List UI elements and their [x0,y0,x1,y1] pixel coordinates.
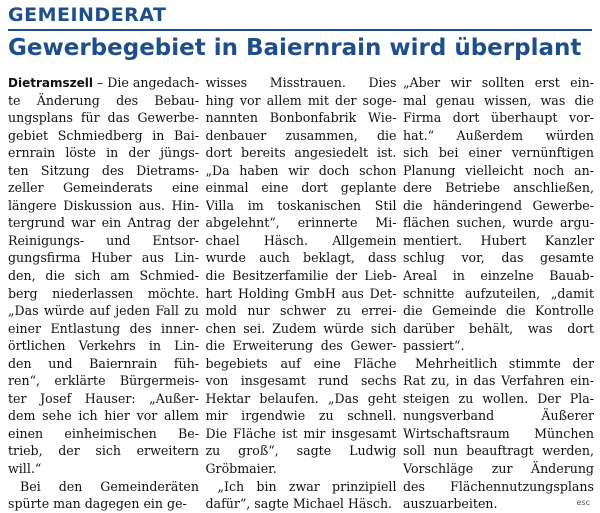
text-line: tergrund war ein Antrag der [8,215,199,231]
text-line: die Besitzerfamilie der Lieb- [205,268,397,284]
text-line: begebiets auf eine Fläche [205,355,397,371]
section-label: GEMEINDERAT [8,4,167,26]
text-line: „Ich bin zwar prinzipiell [217,478,397,494]
text-line: die Erweiterung des Gewer- [205,338,397,354]
text-line: Planung vielleicht noch an- [403,162,594,178]
text-line: soll nun beauftragt werden, [403,443,594,459]
text-line: örtlichen Verkehrs in Lin- [8,338,199,354]
text-line: chen sei. Zudem würde sich [205,320,397,336]
text-line: Rat zu, in das Verfahren ein- [403,373,594,389]
text-line: trieb, der sich erweitern [8,443,199,459]
text-line: den und Baiernrain füh- [8,355,199,371]
text-line: hat.“ Außerdem würden [403,127,594,143]
text-line: steigen zu wollen. Der Pla- [403,390,594,406]
text-line: dem sehe ich hier vor allem [8,408,199,424]
section-rule [8,29,592,31]
text-line: spürte man dagegen ein ge- [8,496,187,512]
text-line: Reinigungs- und Entsor- [8,232,199,248]
text-line: mold nur schwer zu errei- [205,303,397,319]
text-line: passiert“. [403,338,465,354]
text-line: wurde auch beklagt, dass [205,250,397,266]
article-column-2 [205,74,397,512]
text-line: mentiert. Hubert Kanzler [403,232,594,248]
text-line: Villa im toskanischen Stil [205,197,397,213]
text-line: die Gemeinde die Kontrolle [403,303,594,319]
text-line: nannten Bonbonfabrik Wie- [205,110,397,126]
text-line: denbauer zusammen, die [205,127,397,143]
text-line: Wirtschaftsraum München [403,425,594,441]
article-headline: Gewerbegebiet in Baiernrain wird überplant [8,35,582,61]
text-line: Bei den Gemeinderäten [20,478,199,494]
text-line: zu groß“, sagte Ludwig [205,443,397,459]
text-line: wisses Misstrauen. Dies [205,75,397,90]
text-line: Hektar belaufen. „Das geht [205,390,397,406]
text-line: schlug vor, das gesamte [403,250,594,266]
text-line: einmal eine dort geplante [205,180,397,196]
text-line: ungsplans für das Gewerbe- [8,110,199,126]
text-line: chael Häsch. Allgemein [205,232,397,248]
text-line: sich bei einer vernünftigen [403,145,594,161]
text-line: „Aber wir sollten erst ein- [403,75,594,90]
dateline: Dietramszell [8,76,93,90]
text-line: flächen suchen, wurde argu- [403,215,594,231]
text-line: te Änderung des Bebau- [8,92,199,108]
text-line: einer Entlastung des inner- [8,320,199,336]
text-line: Die Fläche ist mir insgesamt [205,425,397,441]
text-line: den, die sich am Schmied- [8,268,199,284]
text-line: ernrain löste in der jüngs- [8,145,199,161]
text-line: dafür“, sagte Michael Häsch. [205,496,393,512]
text-line: ten Sitzung des Dietrams- [8,162,199,178]
text-line: Mehrheitlich stimmte der [415,355,594,371]
text-line: hart Holding GmbH aus Det- [205,285,397,301]
text-line: ter Josef Hauser: „Außer- [8,390,199,406]
text-line: „Das würde auf jeden Fall zu [8,303,199,319]
text-line: auszuarbeiten. [403,496,498,512]
text-line: dort bereits angesiedelt ist. [205,145,397,161]
text-line: abgelehnt“, erinnerte Mi- [205,215,397,231]
text-line: hing vor allem mit der soge- [205,92,397,108]
text-line: schnitte aufzuteilen, „damit [403,285,594,301]
text-line: gungsfirma Huber aus Lin- [8,250,199,266]
text-line: mir irgendwie zu schnell. [205,408,397,424]
text-line: Gröbmaier. [205,461,277,477]
text-line: einen einheimischen Be- [8,425,199,441]
text-line: will.“ [8,461,42,477]
text-line: zeller Gemeinderats eine [8,180,199,196]
text-line: Vorschläge zur Änderung [403,461,594,477]
author-initials: esc [576,498,590,507]
text-line: mal genau wissen, was die [403,92,594,108]
text-line: die händeringend Gewerbe- [403,197,594,213]
text-line: darüber behält, was dort [403,320,594,336]
text-line: dere Betriebe anschließen, [403,180,594,196]
text-line: „Da haben wir doch schon [205,162,397,178]
text-line: nungsverband Äußerer [403,408,594,424]
text-line: längere Diskussion aus. Hin- [8,197,199,213]
text-line: gebiet Schmiedberg in Bai- [8,127,199,143]
text-line: des Flächennutzungsplans [403,478,594,494]
text-line: von insgesamt rund sechs [205,373,397,389]
text-line: ren“, erklärte Bürgermeis- [8,373,199,389]
article-column-1 [8,74,199,512]
text-line: Dietramszell – Die angedach- [8,75,199,90]
text-line: Firma dort überhaupt vor- [403,110,594,126]
text-line: Areal in einzelne Bauab- [403,268,594,284]
text-line: berg niederlassen möchte. [8,285,199,301]
